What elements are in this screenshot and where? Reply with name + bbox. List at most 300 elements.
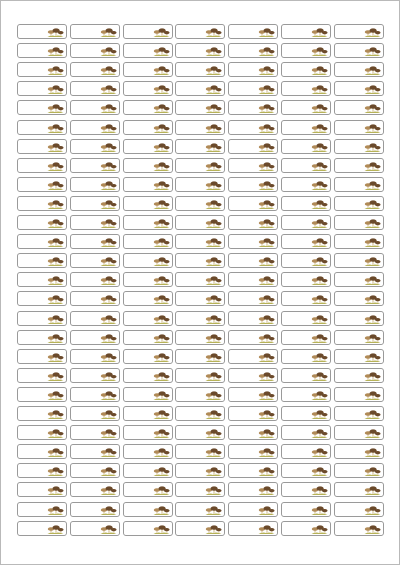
label-cell <box>17 425 67 440</box>
label-cell <box>70 387 120 402</box>
mushroom-cluster-icon <box>100 370 117 382</box>
label-cell <box>281 215 331 230</box>
mushroom-cluster-icon <box>153 160 170 172</box>
mushroom-cluster-icon <box>364 255 381 267</box>
mushroom-cluster-icon <box>258 236 275 248</box>
mushroom-cluster-icon <box>47 504 64 516</box>
mushroom-cluster-icon <box>364 427 381 439</box>
mushroom-cluster-icon <box>258 179 275 191</box>
mushroom-cluster-icon <box>205 427 222 439</box>
mushroom-cluster-icon <box>100 408 117 420</box>
mushroom-cluster-icon <box>258 446 275 458</box>
mushroom-cluster-icon <box>364 102 381 114</box>
label-cell <box>334 177 384 192</box>
mushroom-cluster-icon <box>153 122 170 134</box>
mushroom-cluster-icon <box>47 313 64 325</box>
label-cell <box>70 43 120 58</box>
label-cell <box>70 62 120 77</box>
mushroom-cluster-icon <box>364 484 381 496</box>
label-cell <box>281 158 331 173</box>
mushroom-cluster-icon <box>47 160 64 172</box>
mushroom-cluster-icon <box>258 351 275 363</box>
label-cell <box>334 444 384 459</box>
mushroom-cluster-icon <box>258 141 275 153</box>
label-cell <box>228 330 278 345</box>
mushroom-cluster-icon <box>205 504 222 516</box>
mushroom-cluster-icon <box>153 370 170 382</box>
mushroom-cluster-icon <box>311 255 328 267</box>
mushroom-cluster-icon <box>153 446 170 458</box>
label-cell <box>228 253 278 268</box>
label-cell <box>228 349 278 364</box>
mushroom-cluster-icon <box>47 351 64 363</box>
mushroom-cluster-icon <box>100 332 117 344</box>
label-cell <box>334 387 384 402</box>
mushroom-cluster-icon <box>100 26 117 38</box>
mushroom-cluster-icon <box>311 370 328 382</box>
mushroom-cluster-icon <box>153 484 170 496</box>
mushroom-cluster-icon <box>364 217 381 229</box>
mushroom-cluster-icon <box>258 408 275 420</box>
mushroom-cluster-icon <box>311 102 328 114</box>
mushroom-cluster-icon <box>100 102 117 114</box>
mushroom-cluster-icon <box>100 293 117 305</box>
mushroom-cluster-icon <box>258 504 275 516</box>
label-cell <box>334 425 384 440</box>
label-cell <box>70 120 120 135</box>
mushroom-cluster-icon <box>47 484 64 496</box>
label-cell <box>17 24 67 39</box>
mushroom-cluster-icon <box>205 102 222 114</box>
label-cell <box>334 368 384 383</box>
label-cell <box>281 521 331 536</box>
mushroom-cluster-icon <box>311 64 328 76</box>
label-cell <box>281 406 331 421</box>
mushroom-cluster-icon <box>153 351 170 363</box>
label-cell <box>334 100 384 115</box>
mushroom-cluster-icon <box>258 484 275 496</box>
label-cell <box>17 120 67 135</box>
mushroom-cluster-icon <box>205 332 222 344</box>
mushroom-cluster-icon <box>205 160 222 172</box>
label-cell <box>123 43 173 58</box>
label-cell <box>228 502 278 517</box>
label-cell <box>175 253 225 268</box>
label-cell <box>17 234 67 249</box>
label-cell <box>228 215 278 230</box>
mushroom-cluster-icon <box>364 64 381 76</box>
label-cell <box>334 272 384 287</box>
label-cell <box>228 387 278 402</box>
label-cell <box>70 482 120 497</box>
mushroom-cluster-icon <box>153 313 170 325</box>
label-cell <box>175 349 225 364</box>
mushroom-cluster-icon <box>364 504 381 516</box>
mushroom-cluster-icon <box>258 332 275 344</box>
label-cell <box>70 24 120 39</box>
label-cell <box>123 425 173 440</box>
label-cell <box>70 502 120 517</box>
mushroom-cluster-icon <box>100 122 117 134</box>
label-cell <box>123 330 173 345</box>
label-cell <box>123 177 173 192</box>
label-cell <box>334 406 384 421</box>
label-cell <box>123 24 173 39</box>
mushroom-cluster-icon <box>258 83 275 95</box>
mushroom-cluster-icon <box>364 122 381 134</box>
label-cell <box>175 291 225 306</box>
mushroom-cluster-icon <box>364 446 381 458</box>
mushroom-cluster-icon <box>311 217 328 229</box>
label-cell <box>17 521 67 536</box>
label-cell <box>281 234 331 249</box>
label-cell <box>228 120 278 135</box>
mushroom-cluster-icon <box>205 179 222 191</box>
mushroom-cluster-icon <box>100 504 117 516</box>
label-cell <box>175 215 225 230</box>
label-cell <box>17 100 67 115</box>
mushroom-cluster-icon <box>258 313 275 325</box>
mushroom-cluster-icon <box>47 45 64 57</box>
mushroom-cluster-icon <box>258 255 275 267</box>
mushroom-cluster-icon <box>364 408 381 420</box>
label-cell <box>123 81 173 96</box>
label-cell <box>281 177 331 192</box>
mushroom-cluster-icon <box>205 293 222 305</box>
mushroom-cluster-icon <box>311 484 328 496</box>
mushroom-cluster-icon <box>153 198 170 210</box>
mushroom-cluster-icon <box>364 83 381 95</box>
label-cell <box>17 349 67 364</box>
label-cell <box>70 100 120 115</box>
label-cell <box>175 463 225 478</box>
label-cell <box>334 81 384 96</box>
label-cell <box>175 234 225 249</box>
label-cell <box>228 291 278 306</box>
mushroom-cluster-icon <box>47 274 64 286</box>
mushroom-cluster-icon <box>153 274 170 286</box>
mushroom-cluster-icon <box>205 64 222 76</box>
label-cell <box>228 158 278 173</box>
mushroom-cluster-icon <box>100 160 117 172</box>
mushroom-cluster-icon <box>47 389 64 401</box>
label-cell <box>123 215 173 230</box>
mushroom-cluster-icon <box>205 198 222 210</box>
mushroom-cluster-icon <box>205 217 222 229</box>
mushroom-cluster-icon <box>311 351 328 363</box>
mushroom-cluster-icon <box>153 293 170 305</box>
mushroom-cluster-icon <box>364 293 381 305</box>
label-cell <box>70 368 120 383</box>
mushroom-cluster-icon <box>47 141 64 153</box>
label-cell <box>334 349 384 364</box>
mushroom-cluster-icon <box>47 179 64 191</box>
mushroom-cluster-icon <box>100 217 117 229</box>
label-cell <box>281 62 331 77</box>
label-cell <box>228 521 278 536</box>
mushroom-cluster-icon <box>205 465 222 477</box>
label-cell <box>123 463 173 478</box>
label-cell <box>281 43 331 58</box>
mushroom-cluster-icon <box>153 141 170 153</box>
label-cell <box>70 444 120 459</box>
label-cell <box>175 139 225 154</box>
mushroom-cluster-icon <box>153 236 170 248</box>
label-cell <box>175 311 225 326</box>
label-cell <box>17 62 67 77</box>
label-cell <box>281 330 331 345</box>
label-cell <box>17 368 67 383</box>
label-cell <box>175 272 225 287</box>
label-cell <box>175 120 225 135</box>
label-cell <box>334 215 384 230</box>
mushroom-cluster-icon <box>205 122 222 134</box>
mushroom-cluster-icon <box>153 255 170 267</box>
label-cell <box>175 521 225 536</box>
label-cell <box>123 291 173 306</box>
mushroom-cluster-icon <box>47 64 64 76</box>
mushroom-cluster-icon <box>100 351 117 363</box>
label-cell <box>228 139 278 154</box>
label-cell <box>17 158 67 173</box>
label-cell <box>175 502 225 517</box>
mushroom-cluster-icon <box>205 389 222 401</box>
label-cell <box>228 234 278 249</box>
label-cell <box>70 234 120 249</box>
label-cell <box>228 100 278 115</box>
label-cell <box>123 502 173 517</box>
mushroom-cluster-icon <box>153 523 170 535</box>
mushroom-cluster-icon <box>47 236 64 248</box>
mushroom-cluster-icon <box>100 198 117 210</box>
label-cell <box>17 291 67 306</box>
label-cell <box>175 81 225 96</box>
mushroom-cluster-icon <box>47 408 64 420</box>
label-cell <box>123 234 173 249</box>
label-cell <box>334 24 384 39</box>
label-cell <box>175 387 225 402</box>
label-cell <box>70 330 120 345</box>
label-cell <box>228 406 278 421</box>
mushroom-cluster-icon <box>258 370 275 382</box>
mushroom-cluster-icon <box>205 45 222 57</box>
mushroom-cluster-icon <box>311 465 328 477</box>
label-cell <box>175 43 225 58</box>
mushroom-cluster-icon <box>47 427 64 439</box>
label-cell <box>17 196 67 211</box>
label-cell <box>334 234 384 249</box>
label-cell <box>281 387 331 402</box>
label-cell <box>70 253 120 268</box>
label-cell <box>123 349 173 364</box>
mushroom-cluster-icon <box>364 523 381 535</box>
label-cell <box>17 81 67 96</box>
mushroom-cluster-icon <box>311 26 328 38</box>
mushroom-cluster-icon <box>47 198 64 210</box>
label-cell <box>228 463 278 478</box>
label-cell <box>70 311 120 326</box>
label-cell <box>228 272 278 287</box>
label-cell <box>123 444 173 459</box>
mushroom-cluster-icon <box>100 427 117 439</box>
mushroom-cluster-icon <box>100 64 117 76</box>
mushroom-cluster-icon <box>311 293 328 305</box>
label-cell <box>228 81 278 96</box>
label-cell <box>70 406 120 421</box>
label-cell <box>175 482 225 497</box>
label-cell <box>70 349 120 364</box>
mushroom-cluster-icon <box>47 370 64 382</box>
label-cell <box>17 177 67 192</box>
label-cell <box>17 215 67 230</box>
mushroom-cluster-icon <box>47 523 64 535</box>
label-cell <box>281 120 331 135</box>
mushroom-cluster-icon <box>258 427 275 439</box>
mushroom-cluster-icon <box>258 217 275 229</box>
label-cell <box>334 62 384 77</box>
label-cell <box>123 368 173 383</box>
mushroom-cluster-icon <box>153 102 170 114</box>
mushroom-cluster-icon <box>205 408 222 420</box>
mushroom-cluster-icon <box>364 160 381 172</box>
label-cell <box>70 177 120 192</box>
label-cell <box>123 253 173 268</box>
mushroom-cluster-icon <box>100 141 117 153</box>
label-cell <box>281 196 331 211</box>
label-cell <box>281 368 331 383</box>
mushroom-cluster-icon <box>258 160 275 172</box>
label-cell <box>175 196 225 211</box>
mushroom-cluster-icon <box>100 83 117 95</box>
label-cell <box>123 272 173 287</box>
label-cell <box>228 368 278 383</box>
mushroom-cluster-icon <box>205 26 222 38</box>
mushroom-cluster-icon <box>47 217 64 229</box>
label-cell <box>17 139 67 154</box>
label-cell <box>281 291 331 306</box>
label-cell <box>70 291 120 306</box>
mushroom-cluster-icon <box>47 293 64 305</box>
mushroom-cluster-icon <box>47 255 64 267</box>
mushroom-cluster-icon <box>100 45 117 57</box>
mushroom-cluster-icon <box>311 427 328 439</box>
mushroom-cluster-icon <box>153 83 170 95</box>
mushroom-cluster-icon <box>47 122 64 134</box>
label-cell <box>334 139 384 154</box>
mushroom-cluster-icon <box>153 45 170 57</box>
label-cell <box>334 521 384 536</box>
mushroom-cluster-icon <box>205 446 222 458</box>
label-cell <box>123 406 173 421</box>
label-cell <box>228 43 278 58</box>
mushroom-cluster-icon <box>311 389 328 401</box>
label-cell <box>70 196 120 211</box>
label-cell <box>281 272 331 287</box>
mushroom-cluster-icon <box>258 198 275 210</box>
mushroom-cluster-icon <box>364 198 381 210</box>
label-cell <box>70 139 120 154</box>
mushroom-cluster-icon <box>100 465 117 477</box>
label-cell <box>334 291 384 306</box>
label-cell <box>334 482 384 497</box>
label-cell <box>175 177 225 192</box>
mushroom-cluster-icon <box>205 255 222 267</box>
label-cell <box>281 81 331 96</box>
mushroom-cluster-icon <box>311 504 328 516</box>
mushroom-cluster-icon <box>364 313 381 325</box>
label-cell <box>281 463 331 478</box>
mushroom-cluster-icon <box>311 122 328 134</box>
mushroom-cluster-icon <box>100 446 117 458</box>
label-cell <box>123 100 173 115</box>
mushroom-cluster-icon <box>100 274 117 286</box>
label-cell <box>70 81 120 96</box>
label-cell <box>17 482 67 497</box>
mushroom-cluster-icon <box>205 313 222 325</box>
mushroom-cluster-icon <box>205 274 222 286</box>
label-cell <box>281 482 331 497</box>
label-cell <box>228 62 278 77</box>
label-cell <box>175 100 225 115</box>
mushroom-cluster-icon <box>153 389 170 401</box>
label-cell <box>281 425 331 440</box>
label-cell <box>281 24 331 39</box>
mushroom-cluster-icon <box>311 274 328 286</box>
label-cell <box>17 502 67 517</box>
mushroom-cluster-icon <box>311 141 328 153</box>
mushroom-cluster-icon <box>100 236 117 248</box>
mushroom-cluster-icon <box>153 217 170 229</box>
label-cell <box>281 502 331 517</box>
label-cell <box>334 253 384 268</box>
mushroom-cluster-icon <box>258 465 275 477</box>
label-cell <box>123 158 173 173</box>
mushroom-cluster-icon <box>205 370 222 382</box>
mushroom-cluster-icon <box>364 45 381 57</box>
mushroom-cluster-icon <box>364 351 381 363</box>
label-cell <box>17 253 67 268</box>
label-cell <box>281 253 331 268</box>
mushroom-cluster-icon <box>311 236 328 248</box>
label-cell <box>228 196 278 211</box>
label-cell <box>228 482 278 497</box>
label-cell <box>17 387 67 402</box>
mushroom-cluster-icon <box>364 370 381 382</box>
label-cell <box>228 444 278 459</box>
mushroom-cluster-icon <box>364 179 381 191</box>
mushroom-cluster-icon <box>364 465 381 477</box>
mushroom-cluster-icon <box>364 141 381 153</box>
mushroom-cluster-icon <box>47 446 64 458</box>
label-cell <box>175 444 225 459</box>
label-cell <box>17 406 67 421</box>
label-cell <box>123 139 173 154</box>
mushroom-cluster-icon <box>364 389 381 401</box>
label-cell <box>123 311 173 326</box>
label-cell <box>334 502 384 517</box>
label-cell <box>175 368 225 383</box>
mushroom-cluster-icon <box>258 389 275 401</box>
mushroom-cluster-icon <box>311 332 328 344</box>
label-cell <box>123 387 173 402</box>
label-cell <box>228 425 278 440</box>
mushroom-cluster-icon <box>258 26 275 38</box>
label-cell <box>123 521 173 536</box>
mushroom-cluster-icon <box>311 446 328 458</box>
label-cell <box>281 139 331 154</box>
mushroom-cluster-icon <box>153 465 170 477</box>
label-cell <box>17 43 67 58</box>
